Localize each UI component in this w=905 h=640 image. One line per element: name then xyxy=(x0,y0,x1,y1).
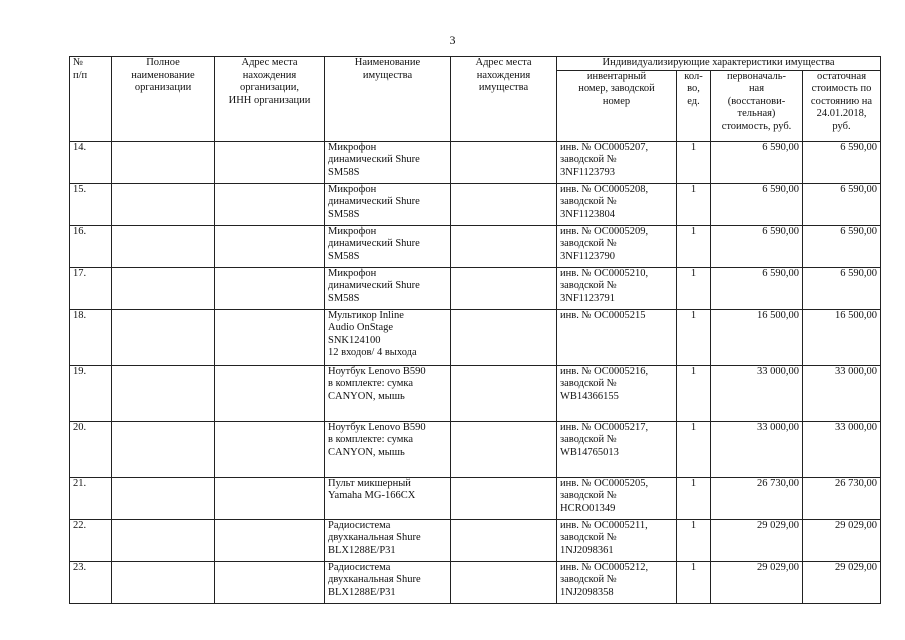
row-initial-cost: 6 590,00 xyxy=(711,267,803,309)
row-quantity: 1 xyxy=(677,519,711,561)
row-property-address xyxy=(451,183,557,225)
header-property-name: Наименование имущества xyxy=(325,57,451,142)
row-org-address xyxy=(215,519,325,561)
table-row xyxy=(70,561,881,603)
table-row xyxy=(70,519,881,561)
row-quantity: 1 xyxy=(677,421,711,477)
row-number: 16. xyxy=(70,225,112,267)
row-inventory-number: инв. № ОС0005209, заводской № 3NF1123790 xyxy=(557,225,677,267)
row-inventory-number: инв. № ОС0005208, заводской № 3NF1123804 xyxy=(557,183,677,225)
table-row xyxy=(70,225,881,267)
row-property-address xyxy=(451,267,557,309)
row-inventory-number: инв. № ОС0005210, заводской № 3NF1123791 xyxy=(557,267,677,309)
page-number: 3 xyxy=(449,33,456,47)
row-number: 14. xyxy=(70,141,112,183)
row-initial-cost: 33 000,00 xyxy=(711,421,803,477)
row-initial-cost: 6 590,00 xyxy=(711,225,803,267)
row-initial-cost: 33 000,00 xyxy=(711,365,803,421)
row-residual-cost: 29 029,00 xyxy=(803,519,881,561)
row-number: 19. xyxy=(70,365,112,421)
row-inventory-number: инв. № ОС0005212, заводской № 1NJ2098358 xyxy=(557,561,677,603)
row-org-address xyxy=(215,309,325,365)
row-org-name xyxy=(112,477,215,519)
header-property-address: Адрес места нахождения имущества xyxy=(451,57,557,142)
table-row xyxy=(70,141,881,183)
row-quantity: 1 xyxy=(677,267,711,309)
row-property-name: Микрофон динамический Shure SM58S xyxy=(325,225,451,267)
row-org-name xyxy=(112,267,215,309)
row-property-name: Ноутбук Lenovo B590 в комплекте: сумка CANYON, мышь xyxy=(325,421,451,477)
header-initial-cost: первоначаль- ная (восстанови- тельная) стоимость, руб. xyxy=(711,70,803,141)
row-residual-cost: 6 590,00 xyxy=(803,225,881,267)
row-org-name xyxy=(112,365,215,421)
row-org-address xyxy=(215,365,325,421)
row-org-address xyxy=(215,141,325,183)
row-org-address xyxy=(215,225,325,267)
row-property-address xyxy=(451,477,557,519)
row-property-address xyxy=(451,141,557,183)
header-quantity: кол- во, ед. xyxy=(677,70,711,141)
table-row xyxy=(70,267,881,309)
row-number: 20. xyxy=(70,421,112,477)
row-initial-cost: 6 590,00 xyxy=(711,183,803,225)
row-org-name xyxy=(112,309,215,365)
row-org-name xyxy=(112,225,215,267)
row-org-name xyxy=(112,421,215,477)
header-characteristics-group: Индивидуализирующие характеристики имущества xyxy=(557,57,881,71)
row-initial-cost: 29 029,00 xyxy=(711,519,803,561)
row-quantity: 1 xyxy=(677,225,711,267)
row-inventory-number: инв. № ОС0005216, заводской № WB14366155 xyxy=(557,365,677,421)
row-residual-cost: 29 029,00 xyxy=(803,561,881,603)
row-quantity: 1 xyxy=(677,477,711,519)
row-initial-cost: 16 500,00 xyxy=(711,309,803,365)
row-number: 18. xyxy=(70,309,112,365)
row-number: 15. xyxy=(70,183,112,225)
row-org-address xyxy=(215,477,325,519)
property-table xyxy=(69,56,881,604)
row-inventory-number: инв. № ОС0005217, заводской № WB14765013 xyxy=(557,421,677,477)
table-header xyxy=(70,57,881,142)
table-row xyxy=(70,477,881,519)
row-number: 22. xyxy=(70,519,112,561)
row-org-address xyxy=(215,561,325,603)
row-number: 23. xyxy=(70,561,112,603)
row-org-name xyxy=(112,141,215,183)
row-property-address xyxy=(451,225,557,267)
row-quantity: 1 xyxy=(677,365,711,421)
row-initial-cost: 29 029,00 xyxy=(711,561,803,603)
row-residual-cost: 16 500,00 xyxy=(803,309,881,365)
row-residual-cost: 33 000,00 xyxy=(803,421,881,477)
table-row xyxy=(70,365,881,421)
row-initial-cost: 26 730,00 xyxy=(711,477,803,519)
header-inventory-number: инвентарный номер, заводской номер xyxy=(557,70,677,141)
row-quantity: 1 xyxy=(677,561,711,603)
row-property-name: Радиосистема двухканальная Shure BLX1288E/P31 xyxy=(325,519,451,561)
row-quantity: 1 xyxy=(677,309,711,365)
row-number: 17. xyxy=(70,267,112,309)
row-org-address xyxy=(215,421,325,477)
row-property-name: Микрофон динамический Shure SM58S xyxy=(325,141,451,183)
table-row xyxy=(70,183,881,225)
row-inventory-number: инв. № ОС0005215 xyxy=(557,309,677,365)
row-property-name: Пульт микшерный Yamaha MG-166CX xyxy=(325,477,451,519)
row-property-address xyxy=(451,309,557,365)
row-property-name: Мультикор Inline Audio OnStage SNK124100 12 входов/ 4 выхода xyxy=(325,309,451,365)
row-property-address xyxy=(451,421,557,477)
row-property-name: Радиосистема двухканальная Shure BLX1288E/P31 xyxy=(325,561,451,603)
row-residual-cost: 26 730,00 xyxy=(803,477,881,519)
row-residual-cost: 33 000,00 xyxy=(803,365,881,421)
row-property-name: Микрофон динамический Shure SM58S xyxy=(325,267,451,309)
row-inventory-number: инв. № ОС0005205, заводской № HCRO01349 xyxy=(557,477,677,519)
row-org-address xyxy=(215,183,325,225)
row-org-name xyxy=(112,561,215,603)
header-num: № п/п xyxy=(70,57,112,142)
row-quantity: 1 xyxy=(677,141,711,183)
row-residual-cost: 6 590,00 xyxy=(803,141,881,183)
row-org-name xyxy=(112,183,215,225)
row-residual-cost: 6 590,00 xyxy=(803,183,881,225)
table-row xyxy=(70,421,881,477)
row-property-address xyxy=(451,365,557,421)
row-inventory-number: инв. № ОС0005211, заводской № 1NJ2098361 xyxy=(557,519,677,561)
row-org-address xyxy=(215,267,325,309)
row-inventory-number: инв. № ОС0005207, заводской № 3NF1123793 xyxy=(557,141,677,183)
row-initial-cost: 6 590,00 xyxy=(711,141,803,183)
row-property-address xyxy=(451,519,557,561)
row-quantity: 1 xyxy=(677,183,711,225)
header-org-address: Адрес места нахождения организации, ИНН организации xyxy=(215,57,325,142)
row-property-name: Микрофон динамический Shure SM58S xyxy=(325,183,451,225)
row-org-name xyxy=(112,519,215,561)
row-residual-cost: 6 590,00 xyxy=(803,267,881,309)
header-org-name: Полное наименование организации xyxy=(112,57,215,142)
row-number: 21. xyxy=(70,477,112,519)
table-row xyxy=(70,309,881,365)
header-residual-cost: остаточная стоимость по состоянию на 24.01.2018, руб. xyxy=(803,70,881,141)
row-property-address xyxy=(451,561,557,603)
table-body xyxy=(70,141,881,603)
row-property-name: Ноутбук Lenovo B590 в комплекте: сумка CANYON, мышь xyxy=(325,365,451,421)
